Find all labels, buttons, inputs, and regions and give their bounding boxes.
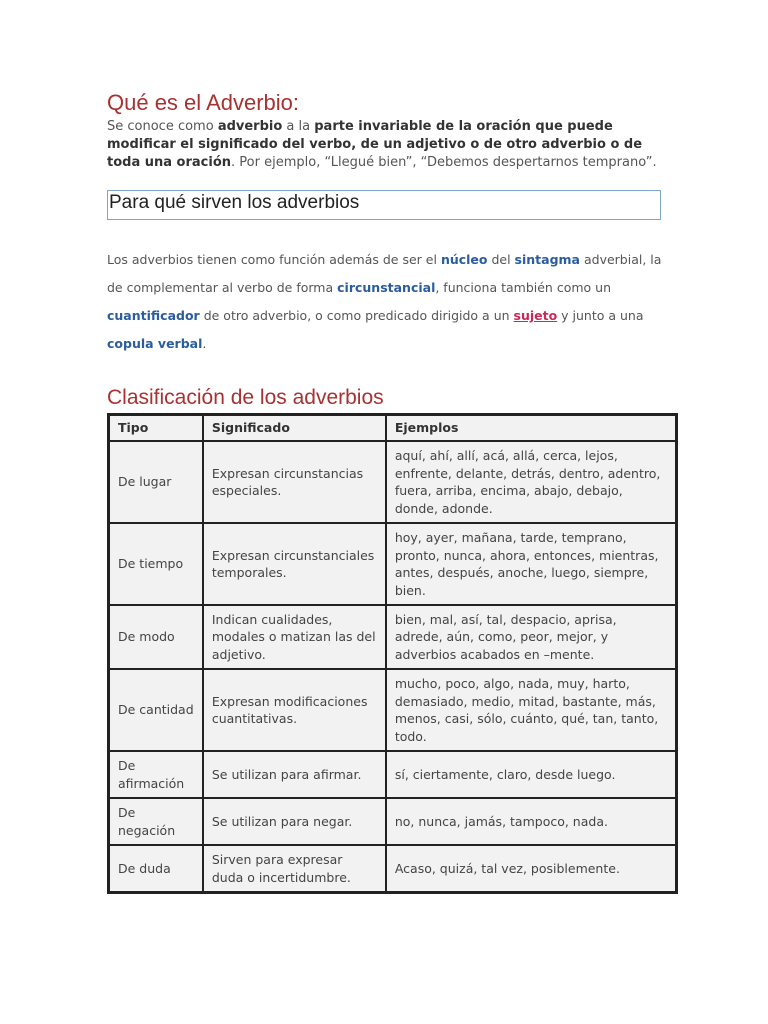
table-row [109, 845, 676, 892]
cell-significado: Se utilizan para negar. [203, 798, 386, 845]
table-row [109, 441, 676, 523]
cell-ejemplos: bien, mal, así, tal, despacio, aprisa, adrede, aún, como, peor, mejor, y adverbios acabados en –mente. [386, 605, 676, 669]
cell-ejemplos: no, nunca, jamás, tampoco, nada. [386, 798, 676, 845]
header-tipo: Tipo [109, 415, 203, 441]
paragraph-text: y junto a una [557, 308, 644, 323]
intro-text: Se conoce como [107, 119, 218, 134]
intro-text: . Por ejemplo, “Llegué bien”, “Debemos despertarnos temprano”. [231, 155, 657, 170]
table-row [109, 798, 676, 845]
cell-significado: Sirven para expresar duda o incertidumbre. [203, 845, 386, 892]
cell-ejemplos: Acaso, quizá, tal vez, posiblemente. [386, 845, 676, 892]
header-ejemplos: Ejemplos [386, 415, 676, 441]
table-row [109, 751, 676, 798]
paragraph-text: , funciona también como un [435, 280, 611, 295]
keyword-copula-verbal[interactable]: copula verbal [107, 336, 203, 351]
cell-tipo: De duda [109, 845, 203, 892]
section-heading-box [107, 190, 661, 220]
cell-tipo: De lugar [109, 441, 203, 523]
header-significado: Significado [203, 415, 386, 441]
cell-significado: Expresan modificaciones cuantitativas. [203, 669, 386, 751]
paragraph-text: del [487, 252, 515, 267]
cell-tipo: De tiempo [109, 523, 203, 605]
table-header-row [109, 415, 676, 441]
intro-text: a la [282, 119, 315, 134]
cell-tipo: De modo [109, 605, 203, 669]
cell-significado: Expresan circunstancias especiales. [203, 441, 386, 523]
cell-significado: Indican cualidades, modales o matizan las del adjetivo. [203, 605, 386, 669]
cell-tipo: De negación [109, 798, 203, 845]
cell-tipo: De cantidad [109, 669, 203, 751]
cell-significado: Expresan circunstanciales temporales. [203, 523, 386, 605]
cell-ejemplos: hoy, ayer, mañana, tarde, temprano, pronto, nunca, ahora, entonces, mientras, antes, después, anoche, luego, siempre, bien. [386, 523, 676, 605]
cell-tipo: De afirmación [109, 751, 203, 798]
section-title: Para qué sirven los adverbios [109, 192, 360, 213]
intro-paragraph [107, 118, 673, 172]
cell-ejemplos: aquí, ahí, allí, acá, allá, cerca, lejos, enfrente, delante, detrás, dentro, adentro, fuera, arriba, encima, abajo, debajo, donde, adonde. [386, 441, 676, 523]
link-sujeto[interactable]: sujeto [513, 308, 558, 323]
table-row [109, 523, 676, 605]
intro-bold-definition: parte invariable de la oración que puede modificar el significado del verbo, de un adjetivo o de otro adverbio o de toda una oración [107, 119, 643, 170]
keyword-sintagma[interactable]: sintagma [514, 252, 580, 267]
table-row [109, 669, 676, 751]
paragraph-text: . [202, 336, 207, 351]
table-row [109, 605, 676, 669]
page-title: Qué es el Adverbio: [107, 90, 300, 115]
cell-significado: Se utilizan para afirmar. [203, 751, 386, 798]
keyword-nucleo[interactable]: núcleo [440, 252, 488, 267]
intro-bold-term: adverbio [217, 119, 283, 134]
cell-ejemplos: mucho, poco, algo, nada, muy, harto, demasiado, medio, mitad, bastante, más, menos, casi, sólo, cuánto, qué, tan, tanto, todo. [386, 669, 676, 751]
keyword-circunstancial[interactable]: circunstancial [337, 280, 436, 295]
paragraph-text: de otro adverbio, o como predicado dirigido a un [199, 308, 514, 323]
cell-ejemplos: sí, ciertamente, claro, desde luego. [386, 751, 676, 798]
paragraph-text: adverbial, la de complementar al verbo de forma [107, 252, 662, 295]
function-paragraph [107, 246, 667, 358]
classification-title: Clasificación de los adverbios [107, 386, 384, 409]
keyword-cuantificador[interactable]: cuantificador [107, 308, 200, 323]
paragraph-text: Los adverbios tienen como función además de ser el [107, 252, 441, 267]
adverb-classification-table [107, 413, 678, 894]
